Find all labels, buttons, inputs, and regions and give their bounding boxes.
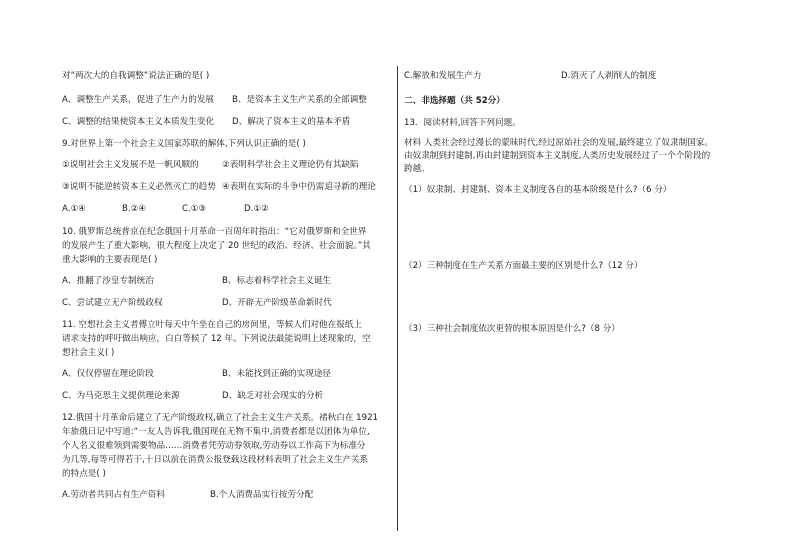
q8-stem: 对“两次大的自我调整”说法正确的是( ) [62, 71, 210, 81]
q10-stem-line-3: 重大影响的主要表现是( ) [62, 255, 158, 265]
q9-option-c: C.①③ [182, 204, 207, 214]
q13-title: 13．阅读材料,回答下列问题。 [404, 118, 521, 128]
material-line-3: 跨越。 [404, 164, 430, 174]
q11-stem-line-3: 想社会主义( ) [62, 348, 115, 358]
q12-option-b: B.个人消费品实行按劳分配 [210, 490, 314, 500]
q11-option-c: C、为马克思主义提供理论来源 [62, 391, 180, 401]
q13-subquestion-2: （2）三种制度在生产关系方面最主要的区别是什么?（12 分） [404, 261, 643, 271]
q12-stem-line-5: 的特点是( ) [62, 469, 106, 479]
q12-option-c: C.解放和发展生产力 [404, 71, 482, 81]
q11-option-b: B、未能找到正确的实现途径 [222, 369, 332, 379]
q10-option-b: B、标志着科学社会主义诞生 [222, 276, 332, 286]
material-line-1: 材料 人类社会经过漫长的蒙昧时代,经过原始社会的发展,最终建立了奴隶制国家。 [404, 138, 713, 148]
q12-stem-line-3: 个人名义很难领到需要物品……消费者凭劳动券领取,劳动券以工作高下为标准分 [62, 441, 366, 451]
q12-option-a: A.劳动者共同占有生产资料 [62, 490, 165, 500]
q12-stem-line-1: 12.俄国十月革命后建立了无产阶级政权,确立了社会主义生产关系。褚秋白在 1921 [62, 413, 379, 423]
q10-option-a: A、推翻了沙皇专制统治 [62, 276, 154, 286]
q8-option-d: D、解决了资本主义的基本矛盾 [232, 117, 351, 127]
column-divider [397, 66, 398, 531]
q12-stem-line-4: 为几等,每等可得若干,十日以前在消费公报登载这段材料表明了社会主义生产关系 [62, 455, 369, 465]
q9-statement-3: ③说明不能逆转资本主义必然灭亡的趋势 [62, 182, 216, 192]
q11-option-a: A、仅仅停留在理论阶段 [62, 369, 154, 379]
q9-option-d: D.①② [244, 204, 269, 214]
q9-statement-2: ②表明科学社会主义理论仍有其缺陷 [222, 160, 359, 170]
q13-subquestion-1: （1）奴隶制、封建制、资本主义制度各自的基本阶级是什么?（6 分） [404, 185, 672, 195]
q11-stem-line-1: 11. 空想社会主义者傅立叶每天中午坐在自己的房间里，等候人们对他在报纸上 [62, 320, 362, 330]
q8-option-a: A、调整生产关系，促进了生产力的发展 [62, 95, 214, 105]
q10-option-c: C、尝试建立无产阶级政权 [62, 298, 163, 308]
q8-option-c: C、调整的结果使资本主义本质发生变化 [62, 117, 215, 127]
material-line-2: 由奴隶制到封建制,再由封建制到资本主义制度,人类历史发展经过了一个个阶段的 [404, 151, 711, 161]
q8-option-b: B、是资本主义生产关系的全部调整 [232, 95, 367, 105]
q9-statement-4: ④表明在实际的斗争中仍需追寻新的理论 [222, 182, 376, 192]
q10-stem-line-2: 的发展产生了重大影响，很大程度上决定了 20 世纪的政治、经济、社会面貌。”其 [62, 241, 371, 251]
section-title: 二、非选择题（共 52分） [404, 96, 505, 106]
q12-option-d: D.消灭了人剥削人的制度 [561, 71, 657, 81]
q11-stem-line-2: 请求支持的呼吁做出响应，白白等候了 12 年。下列说法最能说明上述现象的，空 [62, 334, 371, 344]
q11-option-d: D、缺乏对社会现实的分析 [222, 391, 324, 401]
q13-subquestion-3: （3）三种社会制度依次更替的根本原因是什么?（8 分） [404, 324, 620, 334]
q10-stem-line-1: 10. 俄罗斯总统普京在纪念俄国十月革命一百周年时指出：“它对俄罗斯和全世界 [62, 227, 367, 237]
q9-stem: 9.对世界上第一个社会主义国家苏联的解体,下列认识正确的是( ) [62, 139, 306, 149]
q9-option-a: A.①④ [62, 204, 86, 214]
q9-statement-1: ①说明社会主义发展不是一帆风顺的 [62, 160, 199, 170]
q9-option-b: B.②④ [122, 204, 147, 214]
q10-option-d: D、开辟无产阶级革命新时代 [222, 298, 332, 308]
q12-stem-line-2: 年旅俄日记中写道:“一友人告诉我,俄国现在无物不集中,消费者都是以团体为单位, [62, 427, 370, 437]
